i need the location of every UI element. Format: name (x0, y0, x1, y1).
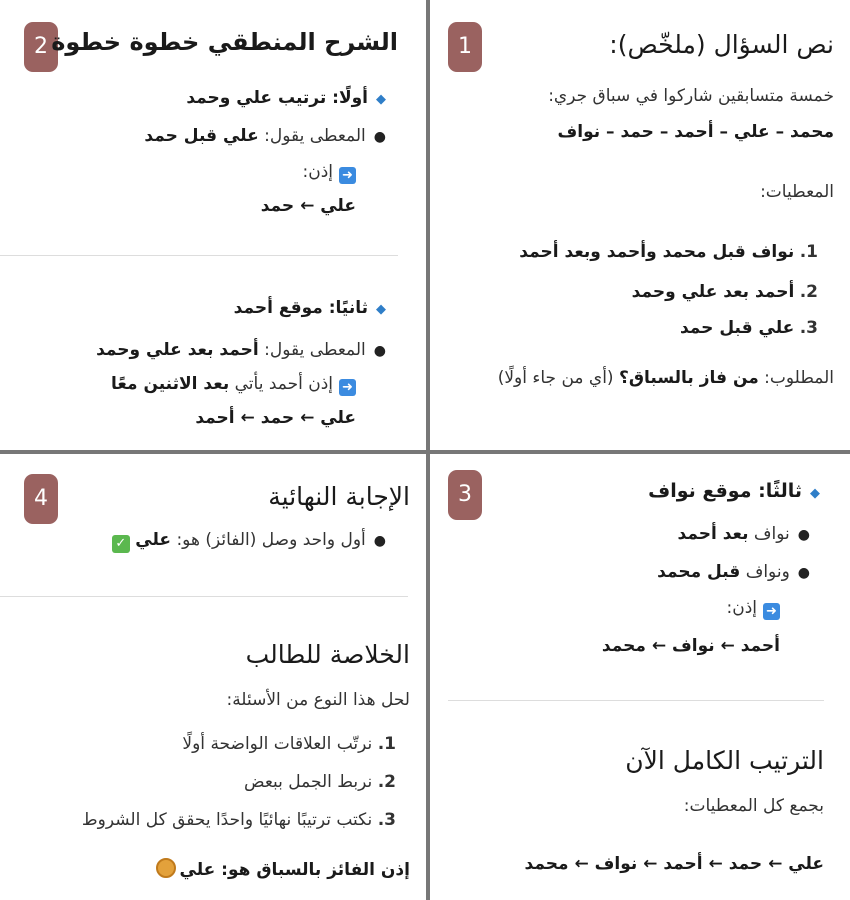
given-item (519, 242, 818, 262)
section-divider (448, 700, 824, 701)
step1-result: علي ← حمد (260, 196, 356, 216)
given-text: علي قبل حمد (679, 318, 795, 338)
given-value: علي قبل حمد (144, 126, 259, 146)
required-label: المطلوب: (764, 368, 834, 388)
bullet-prefix: ونواف (745, 562, 790, 582)
given-number: 2. (799, 282, 818, 302)
step3-bullet-2 (657, 562, 810, 582)
step2-heading (234, 298, 386, 318)
bullet-icon: ● (373, 343, 386, 359)
summary-step (182, 734, 396, 754)
step-text: نكتب ترتيبًا نهائيًا واحدًا يحقق كل الشروط (81, 810, 373, 830)
given-item (680, 318, 818, 338)
summary-title: الخلاصة للطالب (245, 640, 410, 669)
full-order-title: الترتيب الكامل الآن (625, 746, 824, 775)
answer-text: أول واحد وصل (الفائز) هو: (176, 530, 366, 550)
bullet-bold: قبل محمد (657, 562, 741, 582)
answer-name: علي (135, 530, 172, 550)
step-badge-3: 3 (448, 470, 482, 520)
then-text: إذن أحمد يأتي (234, 374, 333, 394)
givens-label: المعطيات: (760, 182, 834, 202)
given-label: المعطى يقول: (264, 126, 366, 146)
step-text: نرتّب العلاقات الواضحة أولًا (182, 734, 373, 754)
step-number: 1. (377, 734, 396, 754)
blue-diamond-icon: ◆ (376, 302, 386, 317)
bullet-icon: ● (373, 129, 386, 145)
given-text: نواف قبل محمد وأحمد وبعد أحمد (519, 242, 795, 262)
given-number: 1. (799, 242, 818, 262)
then-text: إذن: (726, 598, 757, 618)
question-title: نص السؤال (ملخّص): (609, 30, 834, 59)
given-text: أحمد بعد علي وحمد (631, 282, 795, 302)
step-badge-2: 2 (24, 22, 58, 72)
section-divider (0, 596, 408, 597)
panel-question (434, 0, 850, 450)
required-line (498, 368, 834, 388)
step2-then (111, 374, 356, 396)
then-text: إذن: (302, 162, 333, 182)
racers-list: محمد – علي – أحمد – حمد – نواف (557, 122, 834, 142)
step2-given (96, 340, 386, 360)
right-arrow-icon: ➜ (339, 167, 356, 184)
combine-text: بجمع كل المعطيات: (683, 796, 824, 816)
bullet-icon: ● (797, 527, 810, 543)
step-number: 2. (377, 772, 396, 792)
step3-result: أحمد ← نواف ← محمد (601, 636, 780, 656)
panel-step3 (434, 454, 850, 900)
then-bold: بعد الاثنين معًا (111, 374, 230, 394)
final-answer-line (112, 530, 386, 553)
summary-step (244, 772, 396, 792)
step1-then (302, 162, 356, 184)
given-value: أحمد بعد علي وحمد (96, 340, 259, 360)
step2-result: علي ← حمد ← أحمد (195, 408, 356, 428)
explanation-title: الشرح المنطقي خطوة خطوة (51, 28, 398, 56)
panel-explanation (0, 0, 426, 450)
step1-heading-text: أولًا: ترتيب علي وحمد (186, 88, 368, 108)
step1-given (144, 126, 386, 146)
step3-heading-text: ثالثًا: موقع نواف (648, 480, 802, 502)
step-number: 3. (377, 810, 396, 830)
step3-bullet-1 (678, 524, 811, 544)
right-arrow-icon: ➜ (339, 379, 356, 396)
final-winner-line (156, 858, 411, 880)
summary-intro: لحل هذا النوع من الأسئلة: (226, 690, 410, 710)
medal-icon (156, 858, 176, 878)
step1-heading (186, 88, 386, 108)
bullet-prefix: نواف (753, 524, 790, 544)
bullet-bold: بعد أحمد (677, 524, 749, 544)
bullet-icon: ● (797, 565, 810, 581)
given-item (632, 282, 818, 302)
step2-heading-text: ثانيًا: موقع أحمد (233, 298, 368, 318)
bullet-icon: ● (373, 533, 386, 549)
full-order-result: علي ← حمد ← أحمد ← نواف ← محمد (524, 854, 824, 874)
final-answer-title: الإجابة النهائية (268, 482, 410, 511)
step-badge-1: 1 (448, 22, 482, 72)
step-text: نربط الجمل ببعض (244, 772, 373, 792)
given-number: 3. (799, 318, 818, 338)
required-note: (أي من جاء أولًا) (497, 368, 614, 388)
summary-step (82, 810, 396, 830)
final-winner-text: إذن الفائز بالسباق هو: علي (179, 860, 410, 880)
blue-diamond-icon: ◆ (376, 92, 386, 107)
step3-heading (648, 480, 820, 502)
required-question: من فاز بالسباق؟ (618, 368, 759, 388)
blue-diamond-icon: ◆ (810, 486, 820, 501)
section-divider (0, 255, 398, 256)
step3-then (726, 598, 780, 620)
question-intro: خمسة متسابقين شاركوا في سباق جري: (548, 86, 834, 106)
given-label: المعطى يقول: (264, 340, 366, 360)
right-arrow-icon: ➜ (763, 603, 780, 620)
step-badge-4: 4 (24, 474, 58, 524)
panel-final-answer (0, 454, 426, 900)
check-mark-icon: ✓ (112, 535, 130, 553)
